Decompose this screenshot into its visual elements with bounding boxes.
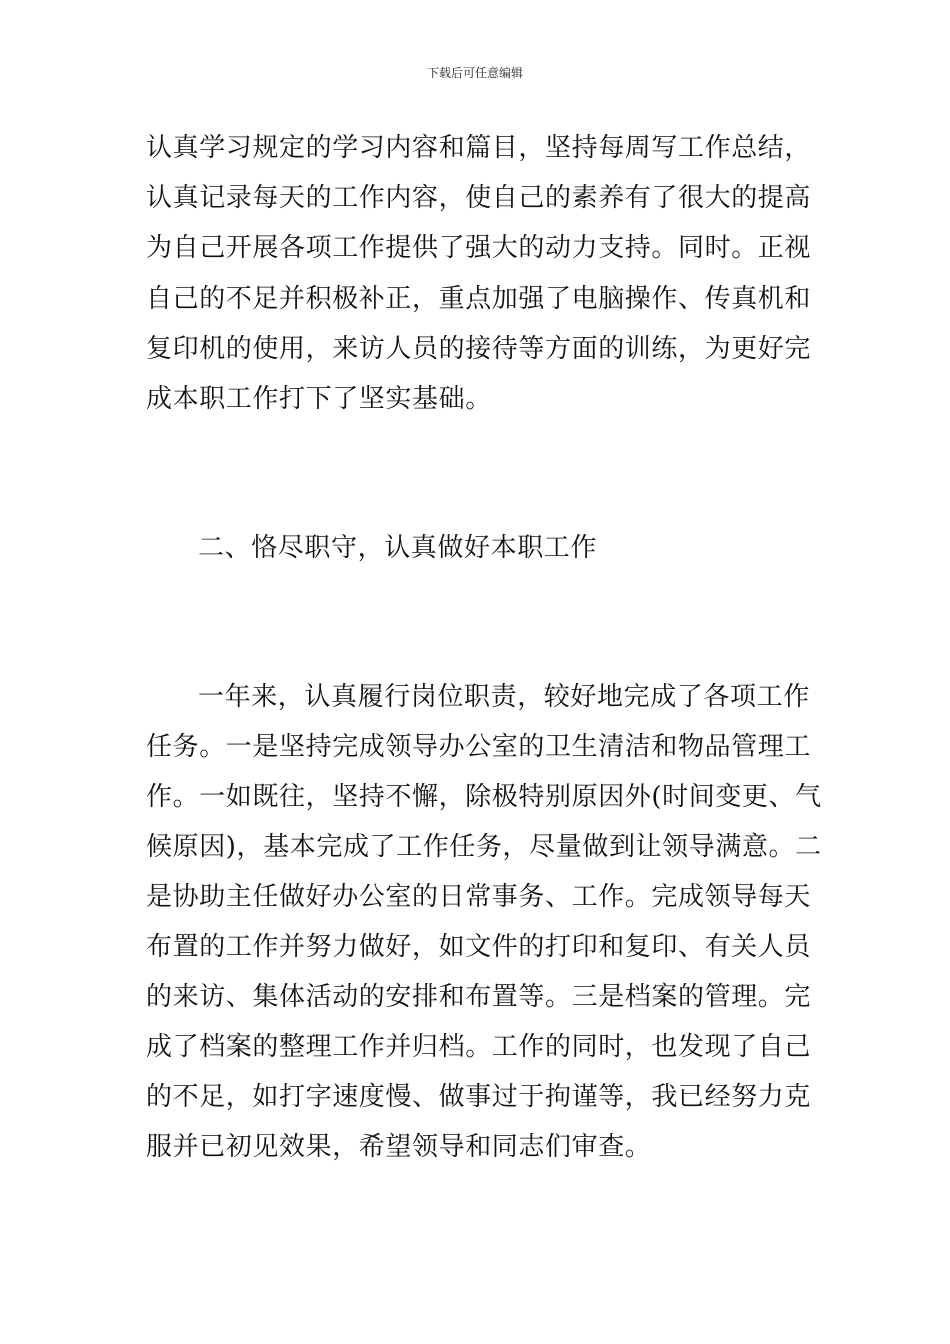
- paragraph-2-line: 的来访、集体活动的安排和布置等。三是档案的管理。完: [146, 982, 812, 1012]
- paragraph-2-line: 服并已初见效果，希望领导和同志们审查。: [146, 1132, 652, 1162]
- paragraph-2-line: 是协助主任做好办公室的日常事务、工作。完成领导每天: [146, 882, 812, 912]
- paragraph-2-line: 作。一如既往，坚持不懈，除极特别原因外(时间变更、气: [146, 782, 822, 812]
- paragraph-1-line: 复印机的使用，来访人员的接待等方面的训练，为更好完: [146, 334, 812, 364]
- paragraph-1-line: 认真记录每天的工作内容，使自己的素养有了很大的提高: [146, 183, 812, 213]
- paragraph-2-line: 一年来，认真履行岗位职责，较好地完成了各项工作: [198, 682, 810, 712]
- paragraph-2-line: 布置的工作并努力做好，如文件的打印和复印、有关人员: [146, 932, 812, 962]
- section-heading: 二、恪尽职守，认真做好本职工作: [198, 533, 598, 563]
- paragraph-2-line: 候原因)，基本完成了工作任务，尽量做到让领导满意。二: [146, 832, 822, 862]
- page-header-note: 下载后可任意编辑: [426, 66, 523, 80]
- paragraph-1-line: 自己的不足并积极补正，重点加强了电脑操作、传真机和: [146, 284, 812, 314]
- paragraph-1-line: 成本职工作打下了坚实基础。: [146, 384, 492, 414]
- paragraph-2-line: 的不足，如打字速度慢、做事过于拘谨等，我已经努力克: [146, 1082, 812, 1112]
- paragraph-2-line: 任务。一是坚持完成领导办公室的卫生清洁和物品管理工: [146, 732, 812, 762]
- paragraph-1-line: 为自己开展各项工作提供了强大的动力支持。同时。正视: [146, 233, 812, 263]
- paragraph-1-line: 认真学习规定的学习内容和篇目，坚持每周写工作总结，: [146, 133, 812, 163]
- paragraph-2-line: 成了档案的整理工作并归档。工作的同时，也发现了自己: [146, 1032, 812, 1062]
